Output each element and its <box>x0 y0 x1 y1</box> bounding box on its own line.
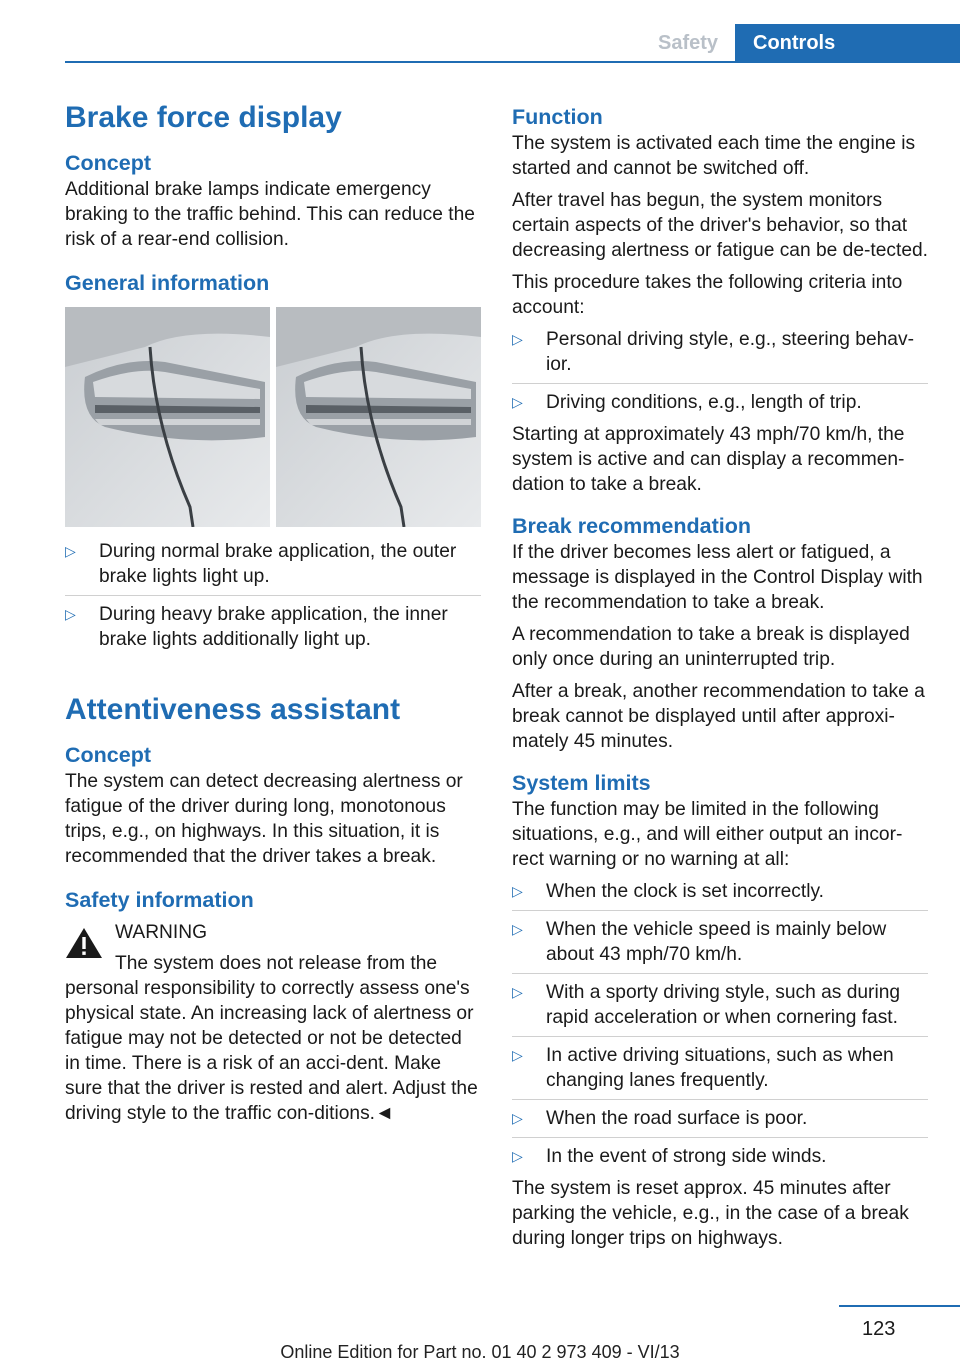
page-number: 123 <box>862 1318 896 1340</box>
triangle-right-icon: ▷ <box>512 1110 523 1126</box>
triangle-right-icon: ▷ <box>512 1047 523 1063</box>
brake-lights-photo <box>65 307 481 527</box>
list-item: ▷ In the event of strong side winds. <box>512 1146 827 1167</box>
function-text-3: This procedure takes the following criteria into account: <box>512 272 903 318</box>
header-divider <box>65 61 960 63</box>
function-text-2: After travel has begun, the system monitors certain aspects of the driver's behavior, so that decreasing alertness or fatigue can be de-tected. <box>512 190 928 261</box>
limits-list <box>512 879 928 1169</box>
list-item: ▷ With a sporty driving style, such as during rapid acceleration or when cornering fast. <box>512 982 901 1028</box>
warning-text-first-line: The system does not release from the <box>115 953 438 974</box>
rear-light-heavy-image <box>276 307 481 527</box>
triangle-right-icon: ▷ <box>512 394 523 410</box>
concept-heading-1: Concept <box>65 151 151 175</box>
warning-triangle-icon <box>65 926 103 960</box>
triangle-right-icon: ▷ <box>65 543 76 559</box>
triangle-right-icon: ▷ <box>512 921 523 937</box>
rear-light-normal-image <box>65 307 270 527</box>
brake-bullet-list <box>65 539 481 652</box>
list-item: ▷ When the road surface is poor. <box>512 1108 808 1129</box>
header-tab-safety[interactable]: Safety <box>657 31 719 54</box>
break-heading: Break recommendation <box>512 514 751 538</box>
list-separator <box>512 1099 928 1100</box>
break-text-2: A recommendation to take a break is displayed only once during an uninterrupted trip. <box>512 624 910 670</box>
list-item: ▷ Driving conditions, e.g., length of trip. <box>512 392 862 413</box>
list-separator <box>512 910 928 911</box>
break-text-3: After a break, another recommendation to take a break cannot be displayed until after approxi-mately 45 minutes. <box>512 681 925 752</box>
warning-block <box>65 920 481 1126</box>
function-text-1: The system is activated each time the engine is started and cannot be switched off. <box>512 133 916 179</box>
triangle-right-icon: ▷ <box>512 331 523 347</box>
list-separator <box>512 973 928 974</box>
edition-footer: Online Edition for Part no. 01 40 2 973 409 - VI/13 <box>280 1342 680 1362</box>
brake-force-title: Brake force display <box>65 101 342 134</box>
attentiveness-title: Attentiveness assistant <box>65 693 401 726</box>
list-item: ▷ When the clock is set incorrectly. <box>512 881 824 902</box>
concept-heading-2: Concept <box>65 743 151 767</box>
concept-text-2: The system can detect decreasing alertness or fatigue of the driver during long, monotonous trips, e.g., on highways. In this situation, it is recommended that the driver takes a break. <box>65 771 463 867</box>
list-separator <box>512 1137 928 1138</box>
list-item: ▷ Personal driving style, e.g., steering behav-ior. <box>512 329 914 375</box>
right-column <box>512 104 928 1258</box>
warning-label: WARNING <box>115 922 208 943</box>
safety-info-heading: Safety information <box>65 888 254 912</box>
triangle-right-icon: ▷ <box>512 883 523 899</box>
limits-heading: System limits <box>512 771 651 795</box>
triangle-right-icon: ▷ <box>65 606 76 622</box>
list-item: ▷ When the vehicle speed is mainly below about 43 mph/70 km/h. <box>512 919 887 965</box>
general-info-heading: General information <box>65 271 270 295</box>
break-text-1: If the driver becomes less alert or fatigued, a message is displayed in the Control Display with the recommendation to take a break. <box>512 542 923 613</box>
footer-divider <box>839 1305 960 1307</box>
list-item: ▷ In active driving situations, such as when changing lanes frequently. <box>512 1045 894 1091</box>
list-separator <box>512 1036 928 1037</box>
function-text-4: Starting at approximately 43 mph/70 km/h, the system is active and can display a recommen-dation to take a break. <box>512 424 905 495</box>
triangle-right-icon: ▷ <box>512 984 523 1000</box>
list-separator <box>65 595 481 596</box>
list-separator <box>512 383 928 384</box>
concept-text-1: Additional brake lamps indicate emergency braking to the traffic behind. This can reduce the risk of a rear-end collision. <box>65 179 475 250</box>
criteria-list <box>512 327 928 415</box>
left-column <box>65 100 481 1126</box>
limits-text-1: The function may be limited in the following situations, e.g., and will either output an incor-rect warning or no warning at all: <box>512 799 903 870</box>
function-heading: Function <box>512 105 603 129</box>
triangle-right-icon: ▷ <box>512 1148 523 1164</box>
header-tab-controls[interactable]: Controls <box>735 24 960 62</box>
list-item: ▷ During heavy brake application, the inner brake lights additionally light up. <box>65 604 448 650</box>
warning-text: personal responsibility to correctly assess one's physical state. An increasing lack of alertness or fatigue may not be detected or not be detected in time. There is a risk of an acci-dent. Make sure that the driver is rested and alert. Adjust the driving style to the traffic con-ditions.◄ <box>65 978 478 1124</box>
list-item: ▷ During normal brake application, the outer brake lights light up. <box>65 541 457 587</box>
limits-text-2: The system is reset approx. 45 minutes after parking the vehicle, e.g., in the case of a break during longer trips on highways. <box>512 1178 909 1249</box>
